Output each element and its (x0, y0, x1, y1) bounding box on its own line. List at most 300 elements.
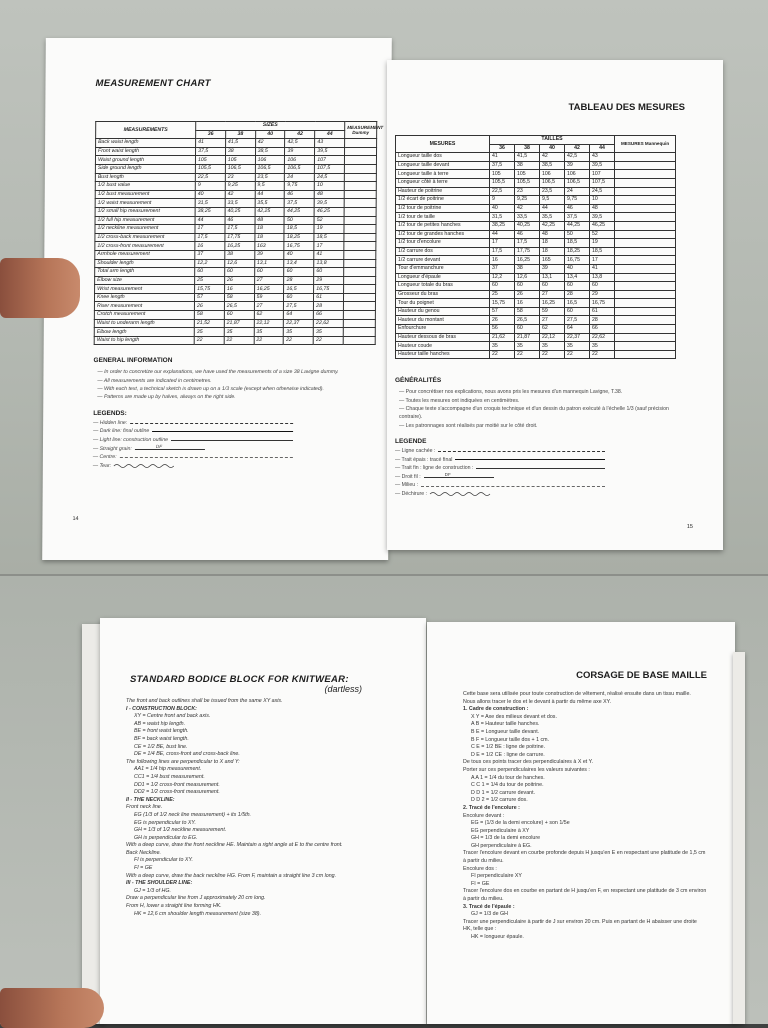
table-row (95, 190, 376, 199)
row-value: 23,5 (255, 173, 285, 182)
legend-list (93, 419, 293, 471)
row-label: 1/2 tour d'encolure (396, 239, 490, 248)
table-row (95, 242, 376, 251)
table-row (96, 139, 377, 148)
table-row (95, 199, 376, 208)
row-value: 16,25 (225, 242, 255, 251)
row-value: 25 (490, 290, 515, 299)
instruction-line: 1. Cadre de construction : (463, 706, 529, 713)
row-value: 18,5 (565, 239, 590, 248)
legend-row (395, 473, 605, 482)
row-value: 42,5 (285, 139, 315, 148)
row-value: 9,25 (515, 196, 540, 205)
row-value: 60 (565, 307, 590, 316)
row-dummy-cell (344, 173, 376, 182)
row-value: 46 (285, 190, 315, 199)
table-row (95, 182, 376, 191)
instruction-line: Back Neckline. (126, 849, 162, 856)
instruction-line: BF = back waist length. (134, 735, 189, 742)
size-header: 42 (565, 144, 590, 153)
legend-label: — Ligne cachée : (395, 448, 436, 455)
row-value: 15,75 (195, 285, 225, 294)
legend-line (114, 463, 174, 469)
row-label: Elbow size (95, 276, 195, 285)
instruction-line: With a deep curve, draw the back neckline HG. From F, maintain a straight line 3 cm long. (126, 872, 337, 879)
row-dummy-cell (615, 264, 676, 273)
row-value: 27 (540, 316, 565, 325)
row-value: 105 (515, 170, 540, 179)
row-label: Shoulder length (95, 259, 195, 268)
row-value: 60 (590, 282, 615, 291)
row-dummy-cell (615, 161, 676, 170)
instruction-line: B E = Longueur taille devant. (471, 728, 540, 735)
row-value: 19 (314, 225, 344, 234)
row-label: Waist ground length (95, 156, 195, 165)
row-value: 57 (490, 307, 515, 316)
row-value: 60 (515, 325, 540, 334)
row-value: 52 (590, 230, 615, 239)
instruction-line: The front and back outlines shall be issued from the same XY axis. (126, 698, 283, 704)
row-label: 1/2 bust value (95, 182, 195, 191)
row-value: 16,5 (284, 285, 314, 294)
page-title: TABLEAU DES MESURES (568, 102, 685, 113)
row-value: 39 (540, 264, 565, 273)
table-row (396, 350, 676, 359)
grain-mark: DF (155, 443, 163, 451)
col-tailles: TAILLES (490, 136, 615, 145)
legend-label: — Milieu : (395, 482, 419, 489)
row-value: 22,62 (314, 319, 344, 328)
page-title: CORSAGE DE BASE MAILLE (576, 670, 707, 681)
instruction-line: III - THE SHOULDER LINE: (126, 880, 193, 887)
row-label: Total arm length (95, 268, 195, 277)
row-value: 13,1 (540, 273, 565, 282)
row-dummy-cell (344, 233, 376, 242)
row-value: 105,5 (515, 178, 540, 187)
tear-line-icon (114, 463, 174, 469)
row-value: 9 (195, 182, 225, 191)
row-value: 18,5 (314, 233, 344, 242)
row-value: 43 (315, 139, 345, 148)
table-row (396, 153, 676, 162)
row-value: 57 (195, 293, 225, 302)
legend-line (171, 437, 293, 443)
instruction-line: Nous allons tracer le dos et le devant à partir du même axe XY. (463, 698, 611, 705)
table-row (396, 213, 676, 222)
row-value: 27 (254, 302, 284, 311)
row-value: 44,25 (285, 207, 315, 216)
table-row (396, 342, 676, 351)
row-value: 41,5 (225, 139, 255, 148)
row-dummy-cell (344, 268, 376, 277)
row-value: 39,5 (590, 161, 615, 170)
row-value: 42,25 (255, 207, 285, 216)
instruction-line: BE = front waist length. (134, 728, 189, 735)
legend-title: LEGENDS: (93, 409, 127, 417)
row-value: 44 (490, 230, 515, 239)
row-value: 35 (565, 342, 590, 351)
row-value: 35 (254, 328, 284, 337)
instruction-line: A A 1 = 1/4 du tour de hanches. (471, 774, 545, 781)
row-value: 28 (590, 316, 615, 325)
row-value: 18 (540, 239, 565, 248)
instruction-line: From H, lower a straight line forming HK. (126, 903, 222, 910)
size-header: 36 (490, 144, 515, 153)
instruction-line: CC1 = 1/4 bust measurement. (134, 773, 205, 780)
instruction-line: D D 1 = 1/2 carrure devant. (471, 789, 536, 796)
row-value: 44 (255, 190, 285, 199)
row-value: 12,2 (195, 259, 225, 268)
row-value: 22,12 (540, 333, 565, 342)
row-value: 26 (224, 276, 254, 285)
row-value: 60 (540, 282, 565, 291)
row-value: 41 (490, 153, 515, 162)
bodice-instructions (126, 698, 412, 918)
row-value: 28 (284, 276, 314, 285)
row-value: 22,5 (195, 173, 225, 182)
row-value: 61 (590, 307, 615, 316)
row-value: 40,25 (515, 221, 540, 230)
row-dummy-cell (344, 259, 376, 268)
page-title: MEASUREMENT CHART (95, 78, 211, 89)
row-value: 46 (565, 204, 590, 213)
row-value: 60 (224, 311, 254, 320)
row-value: 107,5 (590, 178, 615, 187)
row-value: 62 (540, 325, 565, 334)
row-dummy-cell (615, 178, 676, 187)
row-value: 107 (315, 156, 345, 165)
col-sizes: SIZES (196, 122, 345, 131)
legend-row (93, 427, 293, 436)
row-value: 58 (515, 307, 540, 316)
row-label: Knee length (94, 293, 194, 302)
legend-label: — Light line: construction outline (92, 436, 169, 443)
row-dummy-cell (343, 302, 375, 311)
row-value: 64 (284, 311, 314, 320)
row-value: 16,75 (314, 285, 344, 294)
row-label: Longueur taille devant (396, 161, 490, 170)
row-value: 13,4 (565, 273, 590, 282)
instruction-line: GJ = 1/3 de GH (471, 911, 508, 918)
legend-label: — Trait fin : ligne de construction : (395, 465, 474, 472)
instruction-line: AA1 = 1/4 hip measurement. (134, 766, 202, 773)
row-dummy-cell (615, 221, 676, 230)
row-value: 16,5 (565, 299, 590, 308)
row-value: 17 (590, 256, 615, 265)
row-value: 35 (224, 328, 254, 337)
row-value: 16 (515, 299, 540, 308)
row-value: 16 (224, 285, 254, 294)
row-value: 17,5 (195, 233, 225, 242)
row-value: 16,75 (590, 299, 615, 308)
instruction-line: Tracer l'encolure devant en courbe profonde depuis H jusqu'en E en respectant une platitude de 1,5 cm à partir du milieu. (463, 850, 706, 865)
row-value: 12,6 (515, 273, 540, 282)
row-value: 16,25 (540, 299, 565, 308)
row-dummy-cell (344, 285, 376, 294)
grain-mark: DF (444, 471, 452, 479)
table-row (396, 264, 676, 273)
row-value: 26,5 (224, 302, 254, 311)
row-value: 40 (490, 204, 515, 213)
table-row (396, 307, 676, 316)
row-value: 16,25 (515, 256, 540, 265)
row-value: 66 (590, 325, 615, 334)
row-value: 39 (285, 147, 315, 156)
row-value: 24 (565, 187, 590, 196)
row-label: 1/2 waist measurement (95, 199, 195, 208)
row-dummy-cell (615, 170, 676, 179)
row-value: 35 (284, 328, 314, 337)
row-label: 1/2 cross-back measurement (95, 233, 195, 242)
table-row (95, 225, 376, 234)
row-value: 16 (490, 256, 515, 265)
instruction-line: FI = GE (134, 865, 153, 872)
row-value: 29 (590, 290, 615, 299)
row-value: 35 (194, 328, 224, 337)
row-value: 37,5 (196, 147, 226, 156)
bottom-photo (0, 576, 768, 1024)
row-label: 1/2 écart de poitrine (396, 196, 490, 205)
row-value: 26 (515, 290, 540, 299)
row-value: 35,5 (255, 199, 285, 208)
table-row (396, 170, 676, 179)
row-value: 26 (194, 302, 224, 311)
row-value: 9,75 (285, 182, 315, 191)
general-info-list (93, 368, 373, 401)
tableau-des-mesures-page (387, 60, 723, 550)
table-row (396, 196, 676, 205)
row-label: Riser measurement (94, 302, 194, 311)
row-dummy-cell (344, 276, 376, 285)
row-value: 163 (254, 242, 284, 251)
row-value: 40 (195, 190, 225, 199)
row-label: Tour du poignet (396, 299, 490, 308)
row-dummy-cell (344, 156, 376, 165)
row-value: 38 (515, 161, 540, 170)
instruction-line: DE = 1/4 BE, cross-front and cross-back line. (134, 751, 240, 758)
row-value: 10 (590, 196, 615, 205)
legend-line (120, 454, 293, 460)
col-mannequin: MESURES Mannequin (615, 136, 676, 153)
row-dummy-cell (615, 239, 676, 248)
row-value: 106 (255, 156, 285, 165)
table-row (396, 239, 676, 248)
instruction-line: Front neck line. (126, 804, 163, 811)
row-value: 106,5 (255, 164, 285, 173)
row-value: 23,5 (540, 187, 565, 196)
row-dummy-cell (343, 311, 375, 320)
row-value: 23 (515, 187, 540, 196)
size-header: 40 (540, 144, 565, 153)
size-header: 40 (255, 130, 285, 139)
table-row (396, 204, 676, 213)
instruction-line: D D 2 = 1/2 carrure dos. (471, 797, 528, 804)
row-value: 107,5 (315, 164, 345, 173)
row-value: 46,25 (590, 221, 615, 230)
legend-label: — Centre: (92, 454, 117, 461)
row-value: 60 (565, 282, 590, 291)
row-value: 18 (255, 233, 285, 242)
row-label: Hauteur du montant (396, 316, 490, 325)
row-value: 38 (225, 250, 255, 259)
row-value: 25 (195, 276, 225, 285)
table-row (95, 156, 376, 165)
measurement-chart-page (42, 38, 392, 560)
row-value: 66 (314, 311, 344, 320)
row-value: 21,62 (490, 333, 515, 342)
row-value: 35 (490, 342, 515, 351)
row-label: 1/2 cross-front measurement (95, 242, 195, 251)
table-row (396, 178, 676, 187)
page-title: STANDARD BODICE BLOCK FOR KNITWEAR: (130, 674, 349, 685)
row-dummy-cell (615, 196, 676, 205)
table-row (396, 299, 676, 308)
row-value: 16,25 (254, 285, 284, 294)
row-value: 35 (313, 328, 343, 337)
row-value: 13,1 (254, 259, 284, 268)
instruction-line: With a deep curve, draw the front neckline HE. Maintain a right angle at E to the centre front. (126, 842, 343, 849)
row-label: 1/2 neckline measurement (95, 225, 195, 234)
row-label: 1/2 tour de grandes hanches (396, 230, 490, 239)
row-value: 28 (565, 290, 590, 299)
row-value: 24,5 (315, 173, 345, 182)
row-value: 9,25 (225, 182, 255, 191)
row-value: 64 (565, 325, 590, 334)
row-dummy-cell (343, 336, 375, 345)
row-value: 22,5 (490, 187, 515, 196)
generalites-list (395, 388, 685, 429)
table-row (396, 187, 676, 196)
table-row (396, 282, 676, 291)
row-value: 58 (194, 311, 224, 320)
row-value: 9,5 (540, 196, 565, 205)
row-value: 43 (590, 153, 615, 162)
table-row (94, 302, 375, 311)
generalites-title: GÉNÉRALITÉS (395, 377, 442, 385)
row-label: Hauteur de poitrine (396, 187, 490, 196)
row-value: 31,5 (490, 213, 515, 222)
row-dummy-cell (615, 273, 676, 282)
table-row (95, 164, 376, 173)
row-value: 22,12 (254, 319, 284, 328)
row-value: 9,5 (255, 182, 285, 191)
row-value: 60 (195, 268, 225, 277)
table-row (95, 216, 376, 225)
row-label: Back waist length (96, 139, 196, 148)
instruction-line: EG (1/3 of 1/2 neck line measurement) + its 1/5th. (134, 811, 252, 818)
row-value: 58 (224, 293, 254, 302)
row-value: 56 (490, 325, 515, 334)
legend-row (93, 419, 293, 428)
instruction-line: C C 1 = 1/4 du tour de poitrine. (471, 782, 544, 789)
row-dummy-cell (615, 342, 676, 351)
row-value: 42 (515, 204, 540, 213)
row-value: 42,25 (540, 221, 565, 230)
row-label: Side ground length (95, 164, 195, 173)
row-dummy-cell (615, 204, 676, 213)
row-value: 106 (285, 156, 315, 165)
instruction-line: De tous ces points tracer des perpendiculaires à X et Y. (463, 759, 593, 766)
size-header: 38 (225, 130, 255, 139)
row-dummy-cell (344, 225, 376, 234)
row-value: 16 (195, 242, 225, 251)
row-dummy-cell (615, 307, 676, 316)
row-label: Longueur totale du bras (396, 282, 490, 291)
row-value: 24 (285, 173, 315, 182)
row-value: 27 (540, 290, 565, 299)
row-value: 105,5 (195, 164, 225, 173)
list-item: — Pour concrétiser nos explications, nous avons pris les mesures d'un mannequin Lavigne, T.38. (399, 389, 623, 396)
row-value: 12,6 (225, 259, 255, 268)
legend-line (424, 474, 494, 480)
row-value: 37,5 (565, 213, 590, 222)
legend-line (152, 429, 293, 435)
row-value: 106,5 (565, 178, 590, 187)
row-value: 13,8 (314, 259, 344, 268)
row-label: Wrist measurement (95, 285, 195, 294)
row-label: Hauteur coude (396, 342, 490, 351)
legend-label: — Dark line: final outline (93, 428, 150, 435)
row-label: Longueur d'épaule (396, 273, 490, 282)
row-value: 35 (590, 342, 615, 351)
row-value: 106 (540, 170, 565, 179)
legende-title: LEGENDE (395, 437, 427, 445)
row-label: Crotch measurement (94, 311, 194, 320)
row-value: 50 (565, 230, 590, 239)
row-value: 106 (565, 170, 590, 179)
row-dummy-cell (344, 190, 376, 199)
row-label: Hauteur taille hanches (396, 350, 490, 359)
row-value: 60 (515, 282, 540, 291)
row-value: 41 (314, 250, 344, 259)
instruction-line: GJ = 1/3 of HG. (134, 887, 171, 894)
instruction-line: Draw a perpendicular line from J approximately 20 cm long. (126, 895, 266, 902)
table-row (94, 311, 375, 320)
row-value: 33,5 (515, 213, 540, 222)
row-value: 17,5 (515, 239, 540, 248)
table-row (396, 290, 676, 299)
row-value: 37 (195, 250, 225, 259)
row-label: Tour d'emmanchure (396, 264, 490, 273)
row-value: 9 (490, 196, 515, 205)
row-value: 105 (225, 156, 255, 165)
hand-top (0, 258, 80, 318)
legend-label: — Déchirure : (395, 491, 427, 498)
row-value: 38,5 (255, 147, 285, 156)
row-value: 39 (565, 161, 590, 170)
row-value: 41 (590, 264, 615, 273)
row-value: 107 (590, 170, 615, 179)
table-row (396, 316, 676, 325)
table-row (396, 325, 676, 334)
legend-line (455, 457, 605, 463)
row-label: Front waist length (95, 147, 195, 156)
size-header: 38 (515, 144, 540, 153)
instruction-line: HK = 12,6 cm shoulder length measurement (size 38). (134, 910, 262, 917)
instruction-line: Cette base sera utilisée pour toute construction de vêtement, réalisé ensuite dans un tissu maille. (463, 691, 691, 697)
row-value: 48 (540, 230, 565, 239)
table-row (396, 161, 676, 170)
row-value: 13,8 (590, 273, 615, 282)
instruction-line: A B = Hauteur taille hanches. (471, 721, 540, 728)
table-row (396, 221, 676, 230)
row-value: 26 (490, 316, 515, 325)
instruction-line: CE = 1/2 BE, bust line. (134, 743, 188, 750)
size-header: 44 (315, 130, 345, 139)
page-number: 15 (686, 524, 693, 530)
row-value: 37,5 (490, 161, 515, 170)
row-dummy-cell (615, 333, 676, 342)
